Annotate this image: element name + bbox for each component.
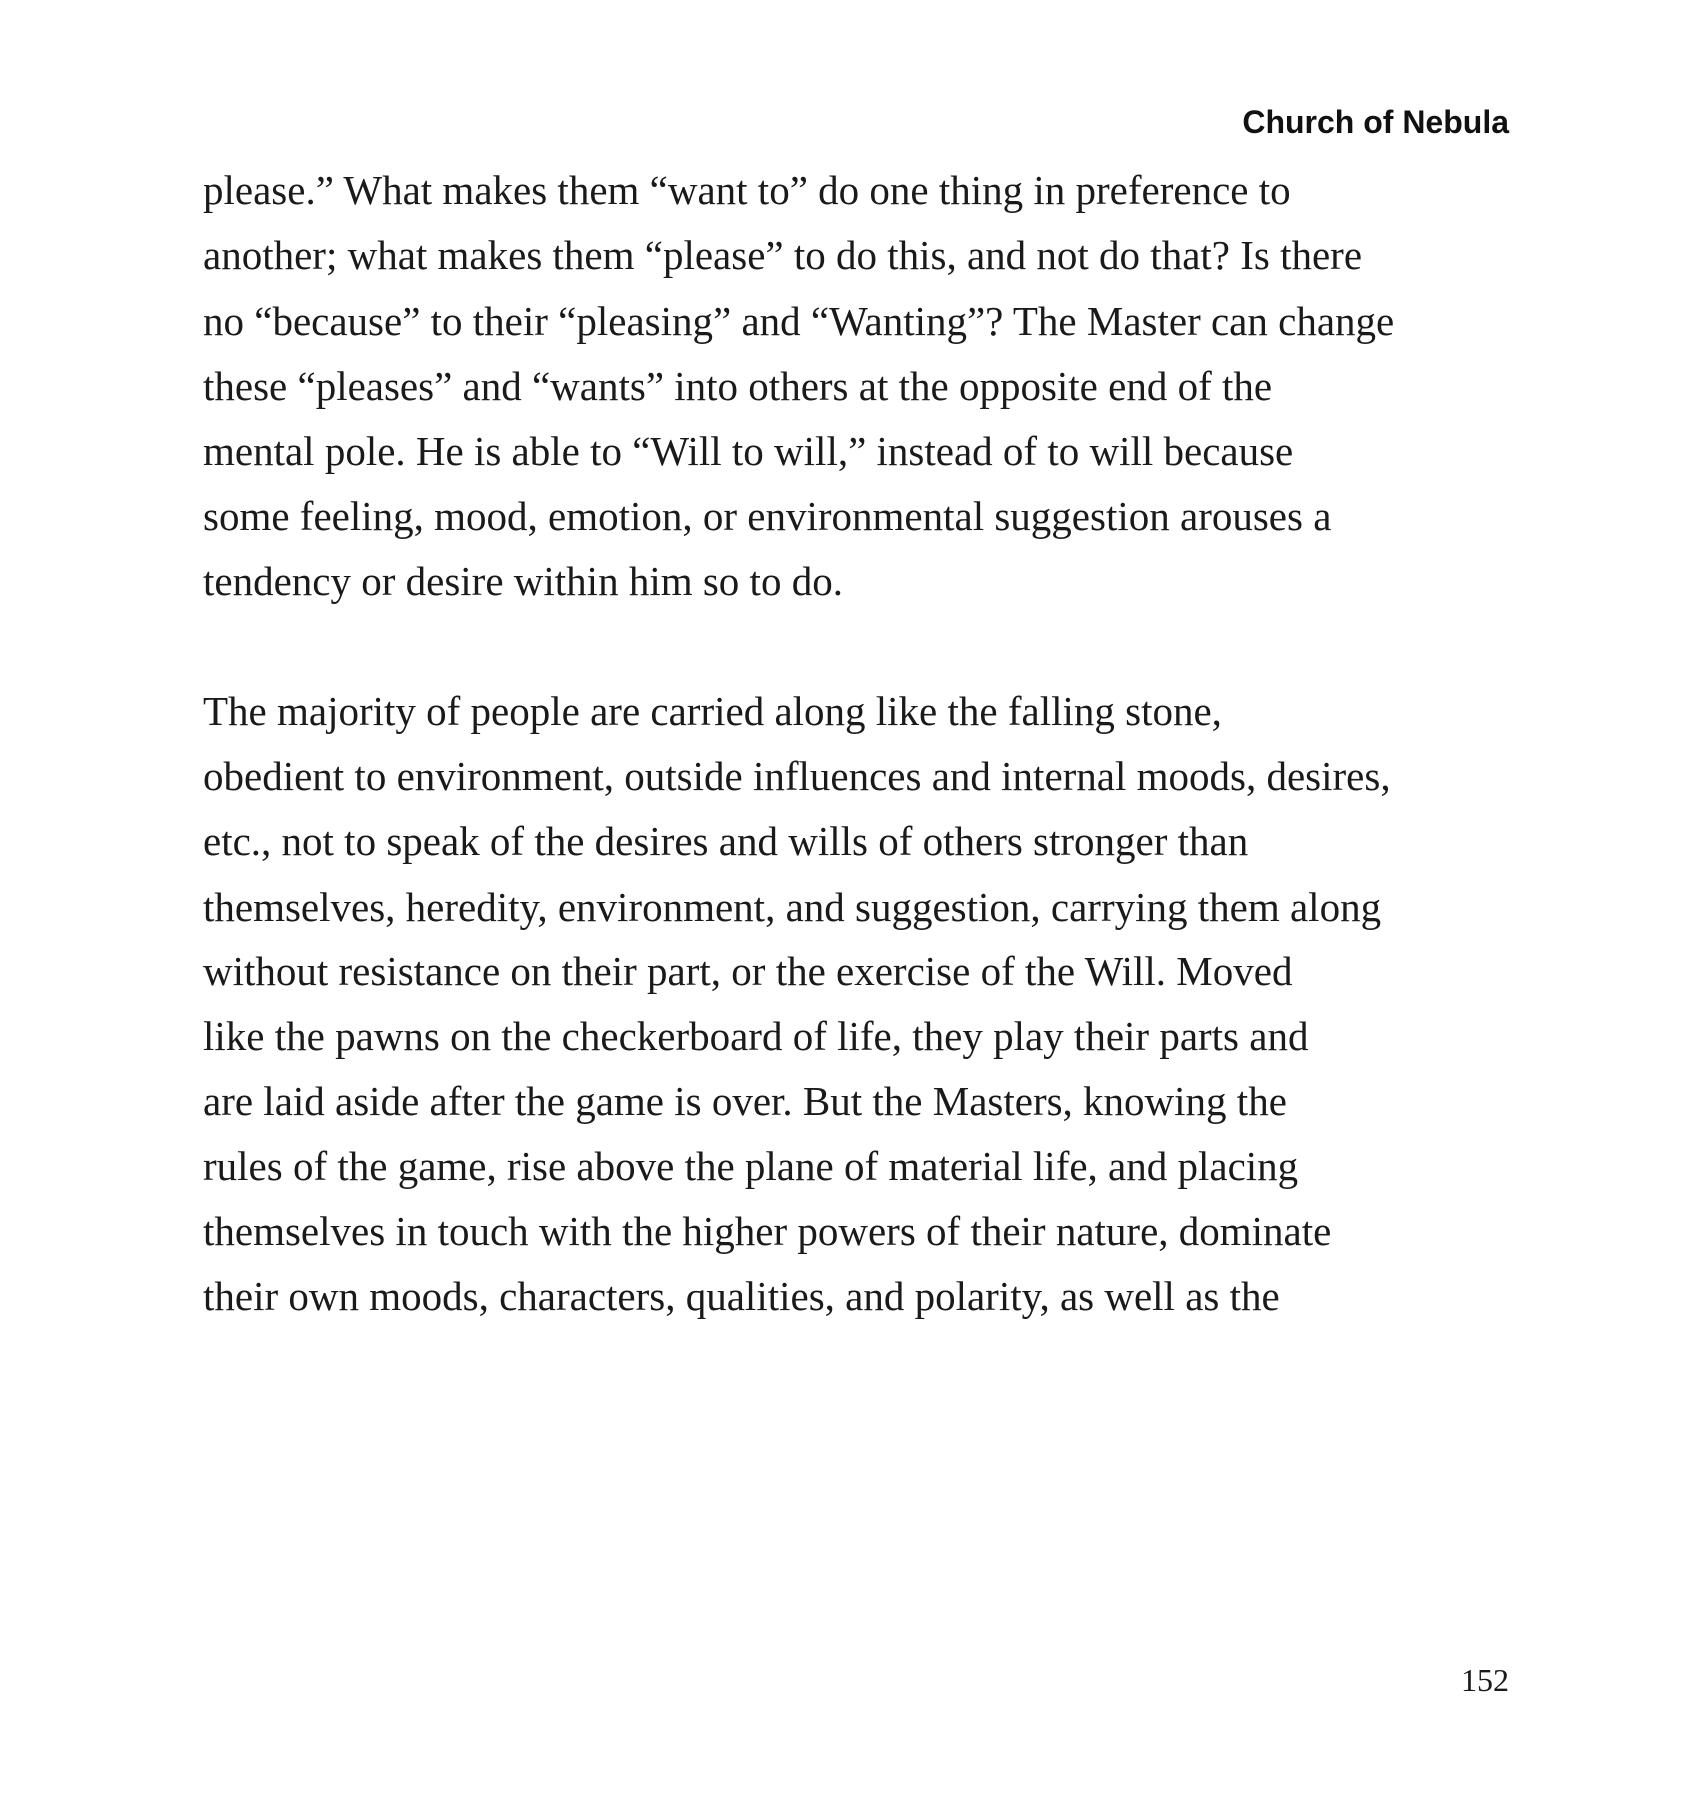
text-line: rules of the game, rise above the plane of material life, and placing <box>203 1143 1299 1189</box>
text-line: The majority of people are carried along like the falling stone, <box>203 688 1222 734</box>
text-line: these “pleases” and “wants” into others at the opposite end of the <box>203 363 1273 409</box>
text-line: themselves, heredity, environment, and suggestion, carrying them along <box>203 884 1382 930</box>
text-line: mental pole. He is able to “Will to will,” instead of to will because <box>203 428 1294 474</box>
text-line: etc., not to speak of the desires and wills of others stronger than <box>203 818 1249 864</box>
text-line: without resistance on their part, or the exercise of the Will. Moved <box>203 948 1293 994</box>
text-line: obedient to environment, outside influences and internal moods, desires, <box>203 753 1391 799</box>
text-line: their own moods, characters, qualities, and polarity, as well as the <box>203 1273 1280 1319</box>
page-number: 152 <box>1461 1662 1509 1698</box>
text-line: no “because” to their “pleasing” and “Wanting”? The Master can change <box>203 298 1395 344</box>
running-header: Church of Nebula <box>1242 104 1509 140</box>
text-line: like the pawns on the checkerboard of life, they play their parts and <box>203 1013 1309 1059</box>
text-line: tendency or desire within him so to do. <box>203 558 843 604</box>
text-line: themselves in touch with the higher powers of their nature, dominate <box>203 1208 1332 1254</box>
text-line: are laid aside after the game is over. But the Masters, knowing the <box>203 1078 1287 1124</box>
text-line: please.” What makes them “want to” do one thing in preference to <box>203 167 1291 213</box>
text-line: another; what makes them “please” to do this, and not do that? Is there <box>203 232 1363 278</box>
text-line: some feeling, mood, emotion, or environmental suggestion arouses a <box>203 493 1332 539</box>
